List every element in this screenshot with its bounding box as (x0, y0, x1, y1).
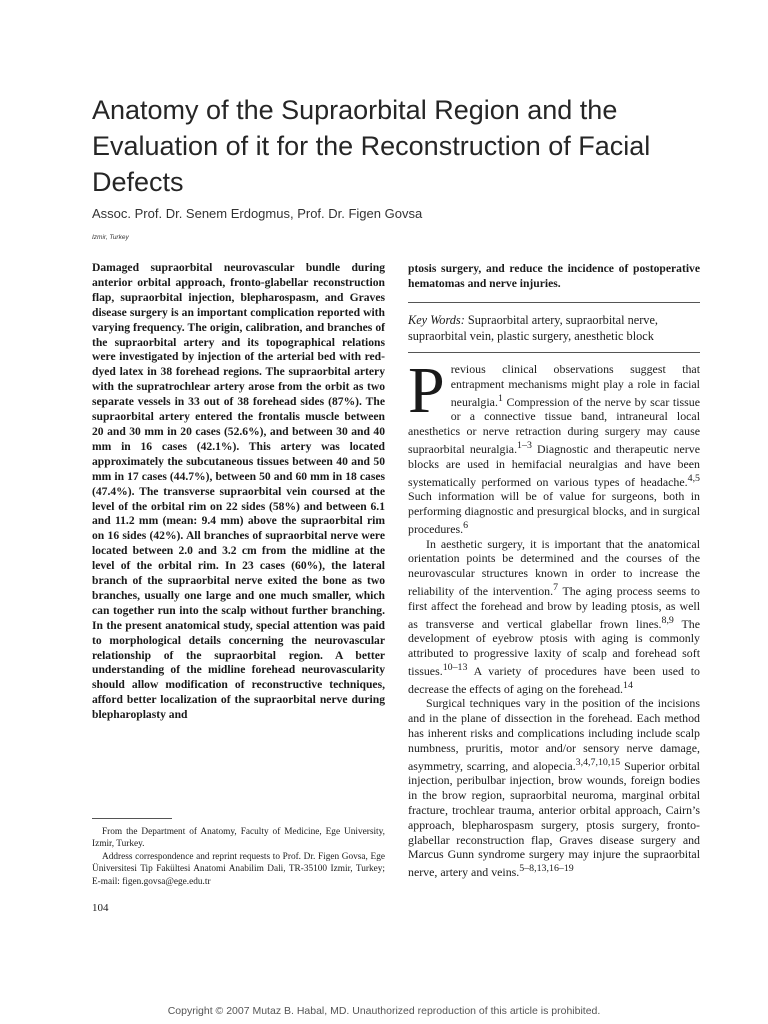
footnotes (92, 826, 385, 888)
citation-ref: 4,5 (687, 472, 700, 484)
body-paragraph (408, 696, 700, 880)
citation-ref: 10–13 (442, 661, 468, 673)
author-location: Izmir, Turkey (92, 234, 129, 241)
footnote-affiliation: From the Department of Anatomy, Faculty of Medicine, Ege University, Izmir, Turkey. (92, 827, 385, 850)
body-text-run: The development of eyebrow ptosis with aging is commonly attributed to progressive laxity of scalp and forehead soft tissues. (408, 616, 701, 678)
keywords (408, 312, 700, 344)
body-text-run: Diagnostic and therapeutic nerve blocks are used in hemifacial neuralgias and have been systematically performed on various types of headache. (408, 441, 700, 489)
author-list: Assoc. Prof. Dr. Senem Erdogmus, Prof. Dr. Figen Govsa (92, 206, 423, 221)
citation-ref: 5–8,13,16–19 (519, 863, 574, 875)
citation-ref: 1 (497, 392, 503, 404)
footnote-correspondence: Address correspondence and reprint requests to Prof. Dr. Figen Govsa, Ege Üniversitesi Tip Fakültesi Anatomi Anabilim Dali, TR-35100 Izmir, Turkey; E-mail: figen.govsa@ege.edu.tr (92, 851, 385, 887)
footnote-divider (92, 818, 172, 819)
citation-ref: 14 (623, 679, 633, 691)
keywords-divider (408, 352, 700, 353)
keywords-label: Key Words: (408, 313, 465, 327)
body-text-run: The aging process seems to first affect the forehead and brow by leading ptosis, as well as transverse and vertical glabellar frown lines. (408, 584, 700, 631)
citation-ref: 1–3 (517, 439, 532, 451)
article-title: Anatomy of the Supraorbital Region and the Evaluation of it for the Reconstruction of Facial Defects (92, 95, 651, 197)
body-paragraph (408, 354, 700, 537)
body-text (408, 354, 701, 880)
abstract-text-continued: ptosis surgery, and reduce the incidence of postoperative hematomas and nerve injuries. (408, 262, 700, 290)
body-text-run: Such information will be of value for surgeons, both in performing diagnostic and presurgical blocks, and in surgical procedures. (408, 489, 700, 536)
body-paragraph (408, 537, 700, 697)
citation-ref: 6 (463, 519, 469, 531)
body-text-run: Compression of the nerve by scar tissue or a connective tissue band, intraneural local anesthetics or nerve retraction during surgery may cause supraorbital neuralgia. (408, 394, 700, 456)
body-text-run: revious clinical observations suggest that entrapment mechanisms might play a role in facial neuralgia. (450, 362, 700, 409)
body-text-run: Surgical techniques vary in the position of the incisions and in the plane of dissection in the forehead. Each method has inherent risks and complications including include scalp numbness, pruritis, motor and/or sensory nerve damage, asymmetry, scarring, and alopecia. (408, 696, 700, 773)
keywords-list: Supraorbital artery, supraorbital nerve, supraorbital vein, plastic surgery, anesthetic block (408, 313, 658, 343)
page-number: 104 (92, 902, 109, 914)
copyright-notice: Copyright © 2007 Mutaz B. Habal, MD. Unauthorized reproduction of this article is prohibited. (167, 1005, 601, 1017)
abstract-text: Damaged supraorbital neurovascular bundle during anterior orbital approach, fronto-glabellar reconstruction flap, supraorbital injection, blepharospasm, and Graves disease surgery is an important complication reported with varying frequency. The origin, calibration, and branches of the supraorbital artery and its topographical relations were investigated by injection of the arterial bed with red-dyed latex in 38 forehead regions. The supraorbital artery with the supratrochlear artery arose from the orbit as two separate vessels in 33 out of 38 forehead sides (87%). The supraorbital artery entered the frontalis muscle between 20 and 30 mm in 20 cases (52.6%), and between 30 and 40 mm in 16 cases (42.1%). This artery was located approximately the subcutaneous tissues between 40 and 50 mm in 17 cases (44.7%), between 50 and 60 mm in 18 cases (47.4%). The transverse supraorbital vein coursed at the level of the orbital rim on 22 sides (58%) and between 6.1 and 11.2 mm (mean: 9.4 mm) above the supraorbital rim on 16 sides (42%). All branches of supraorbital nerve were located between 2.0 and 3.2 cm from the midline at the level of the orbital rim. In 23 cases (60%), the lateral branch of the supraorbital nerve exited the bone as two branches, usually one large and one much smaller, which can together run into the scalp without further branching. In the present anatomical study, special attention was paid to morphological details concerning the neurovascular relationship of the supraorbital region. A better understanding of the midline forehead neurovascularity should allow modification of reconstructive techniques, afford better localization of the supraorbital nerve during blepharoplasty and (92, 261, 385, 722)
citation-ref: 8,9 (661, 614, 674, 626)
body-text-run: Superior orbital injection, peribulbar injection, brow wounds, foreign bodies in the brow region, supraorbital neuroma, marginal orbital fracture, trochlear trauma, anterior orbital approach, Cairn’s approach, blepharospasm surgery, ptosis surgery, fronto-glabellar reconstruction flap, Graves disease surgery and Marcus Gunn syndrome surgery may injure the supraorbital nerve, artery and veins. (408, 758, 700, 880)
citation-ref: 7 (553, 582, 559, 594)
body-text-run: A variety of procedures have been used to decrease the effects of aging on the forehead. (408, 663, 700, 696)
abstract-divider (408, 302, 700, 303)
drop-cap: P (408, 354, 445, 427)
body-text-run: In aesthetic surgery, it is important that the anatomical orientation points be determined and the courses of the neurovascular structures known in order to increase the reliability of the intervention. (408, 536, 700, 598)
citation-ref: 3,4,7,10,15 (575, 756, 621, 768)
